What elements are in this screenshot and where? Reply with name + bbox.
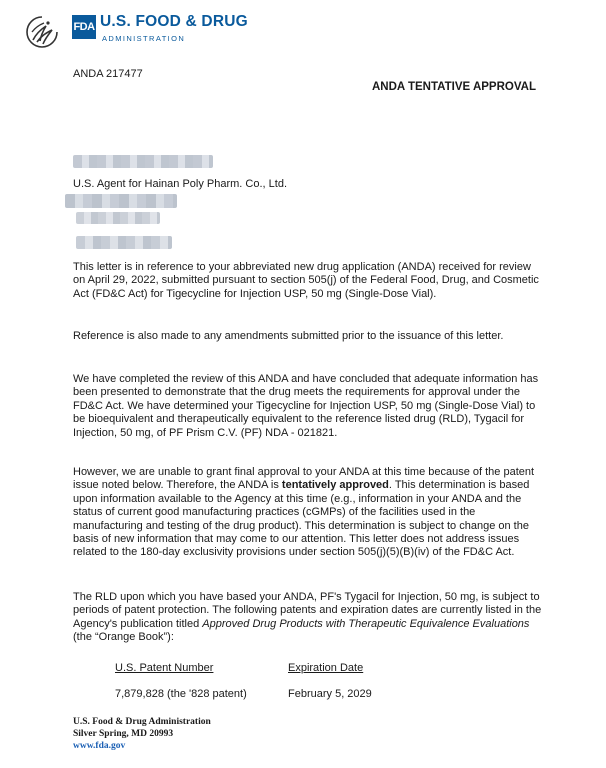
document-type-heading: ANDA TENTATIVE APPROVAL [372,81,536,93]
redacted-address-line-3 [76,236,172,249]
footer-agency: U.S. Food & Drug Administration [73,717,211,727]
footer-address: Silver Spring, MD 20993 [73,729,174,739]
agency-name: U.S. FOOD & DRUG [100,13,248,30]
tentative-approval-emphasis: tentatively approved [281,479,389,492]
redacted-address-line-1 [65,194,177,208]
anda-number: ANDA 217477 [73,68,143,80]
paragraph-reference: This letter is in reference to your abbreviated new drug application (ANDA) received for review on April 29, 2022, submitted pursuant to section 505(j) of the Federal Food, Drug, and Cosmetic Act (FD&C Act) for Tigecycline for Injection USP, 50 mg (Single-Dose Vial). [73,261,539,300]
fda-badge: FDA [72,15,96,39]
agent-line: U.S. Agent for Hainan Poly Pharm. Co., Ltd. [73,178,287,190]
paragraph-review: We have completed the review of this ANDA and have concluded that adequate information has been presented to demonstrate that the drug meets the requirements for approval under the FD&C Act. We have determined your Tigecycline for Injection USP, 50 mg (Single-Dose Vial) to be bioequivalent and therapeutically equivalent to the reference listed drug (RLD), Tygacil for Injection, 50 mg, of PF Prism C.V. (PF) NDA - 021821. [73,373,539,439]
redacted-address-line-2 [76,212,160,224]
paragraph-tentative-approval: However, we are unable to grant final approval to your ANDA at this time because of the patent issue noted below. Therefore, the ANDA is tentatively approved. This determination is based upon information available to the Agency at this time (e.g., information in your ANDA and the status of current good manufacturing practices (cGMPs) of the facilities used in the manufacturing and testing of the drug product). This determination is subject to change on the basis of new information that may come to our attention. This letter does not address issues related to the 180-day exclusivity provisions under section 505(j)(5)(B)(iv) of the FD&C Act. [73,466,535,559]
orange-book-title: Approved Drug Products with Therapeutic Equivalence Evaluations [202,617,530,630]
paragraph-amendments: Reference is also made to any amendments submitted prior to the issuance of this letter. [73,330,504,342]
patent-number-cell: 7,879,828 (the '828 patent) [115,688,247,700]
expiration-date-cell: February 5, 2029 [288,688,372,700]
hhs-eagle-icon [24,14,60,50]
redacted-name [73,155,213,168]
footer [73,716,211,752]
agency-subtitle: ADMINISTRATION [102,34,186,43]
footer-website-link[interactable]: www.fda.gov [73,741,126,751]
paragraph-patents: The RLD upon which you have based your ANDA, PF's Tygacil for Injection, 50 mg, is subject to periods of patent protection. The following patents and expiration dates are currently listed in the Agency's publication titled Approved Drug Products with Therapeutic Equivalence Evaluations (the “Orange Book”): [73,591,542,644]
expiration-date-header: Expiration Date [288,662,364,674]
patent-number-header: U.S. Patent Number [115,662,214,674]
